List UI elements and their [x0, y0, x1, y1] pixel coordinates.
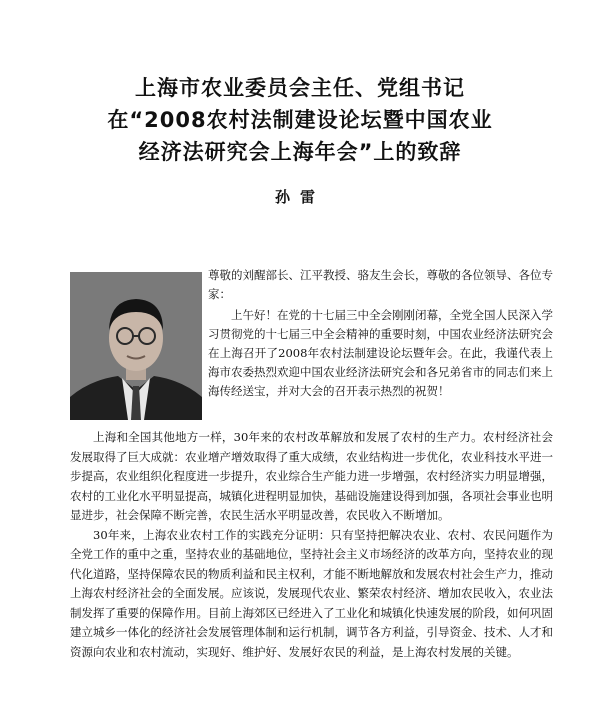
title-line-2: 在“2008农村法制建设论坛暨中国农业 — [107, 108, 493, 132]
salutation: 尊敬的刘醒部长、江平教授、骆友生会长，尊敬的各位领导、各位专家： — [208, 268, 553, 301]
title-line-3: 经济法研究会上海年会”上的致辞 — [138, 140, 462, 164]
paragraph: 上海和全国其他地方一样，30年来的农村改革解放和发展了农村的生产力。农村经济社会发展取得了巨大成就：农业增产增效取得了重大成绩，农业结构进一步优化，农业科技水平进一步提高，农业组织化程度进一步提升，农业综合生产能力进一步增强，农村经济实力明显增强，农村的工业化水平明显提高，城镇化进程明显加快，基础设施建设得到加强，各项社会事业也明显进步，社会保障不断完善，农民生活水平明显改善，农民收入不断增加。 — [70, 430, 553, 522]
author-photo — [70, 272, 202, 420]
author-name: 孙雷 — [274, 188, 325, 206]
title-line-1: 上海市农业委员会主任、党组书记 — [135, 76, 465, 100]
body-text — [70, 428, 553, 662]
paragraph: 30年来，上海农业农村工作的实践充分证明：只有坚持把解决农业、农村、农民问题作为全党工作的重中之重，坚持农业的基础地位，坚持社会主义市场经济的改革方向，坚持农业的现代化道路，坚持保障农民的物质利益和民主权利，才能不断地解放和发展农村社会生产力，推动上海农村经济社会的全面发展。应该说，发展现代农业、繁荣农村经济、增加农民收入，农业法制发挥了重要的保障作用。目前上海郊区已经进入了工业化和城镇化快速发展的阶段，如何巩固建立城乡一体化的经济社会发展管理体制和运行机制，调节各方利益，引导资金、技术、人才和资源向农业和农村流动，实现好、维护好、发展好农民的利益，是上海农村发展的关键。 — [70, 527, 553, 659]
article-title — [0, 72, 600, 168]
intro-paragraph: 上午好！在党的十七届三中全会刚刚闭幕，全党全国人民深入学习贯彻党的十七届三中全会精神的重要时刻，中国农业经济法研究会在上海召开了2008年农村法制建设论坛暨年会。在此，我谨代表上海市农委热烈欢迎中国农业经济法研究会和各兄弟省市的同志们来上海传经送宝，并对大会的召开表示热烈的祝贺！ — [208, 308, 553, 398]
portrait-image — [70, 272, 202, 420]
